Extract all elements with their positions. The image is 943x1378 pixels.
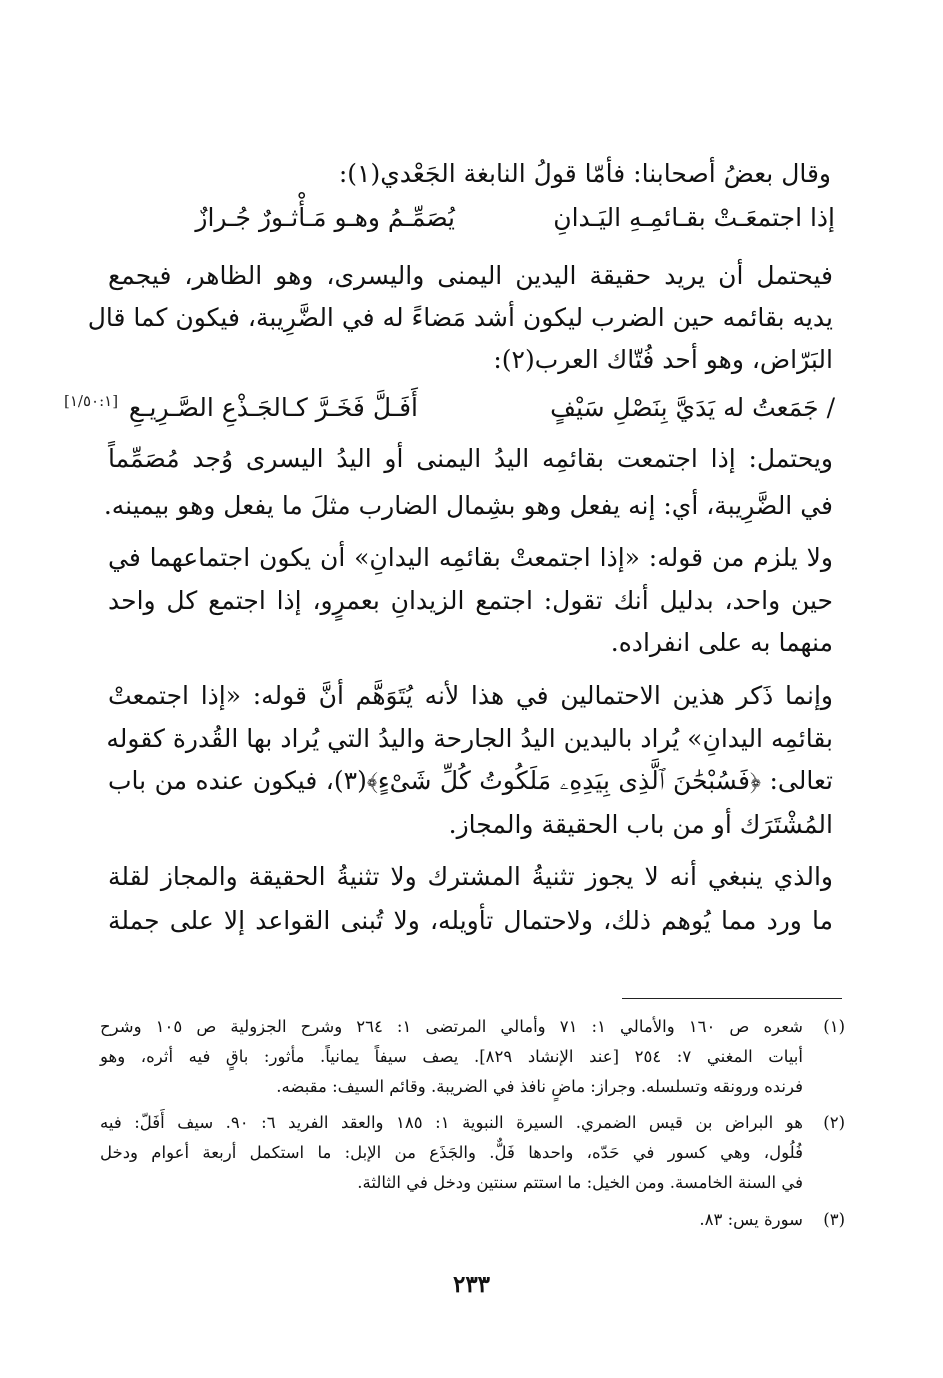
verse-2-first-hemistich: / جَمَعتُ له يَدَيَّ بِنَصْلِ سَيْفٍ xyxy=(550,393,835,422)
verse-1-second-hemistich: يُصَمِّـمُ وهـو مَـأْثـورٌ جُـرازٌ xyxy=(195,203,455,232)
body-line-10: وإنما ذَكر هذين الاحتمالين في هذا لأنه يُتَوَهَّم أنَّ قوله: «إذا اجتمعتْ xyxy=(108,681,833,710)
body-line-12: تعالى: ﴿فَسُبْحَٰنَ ٱلَّذِى بِيَدِهِۦ مَلَكُوتُ كُلِّ شَىْءٍ﴾(٣)، فيكون عنده من باب xyxy=(108,766,833,795)
footnote-2-line-2: فُلُول، وهي كسور في حَدّه، واحدها فَلٌّ. والجَذَع من الإبل: ما استكمل أربعة أعوام ودخل xyxy=(100,1143,803,1162)
verse-1-first-hemistich: إذا اجتمعَـتْ بقـائمِـهِ اليَـدانِ xyxy=(553,203,835,232)
body-line-14: والذي ينبغي أنه لا يجوز تثنيةُ المشترك ولا تثنيةُ الحقيقة والمجاز لقلة xyxy=(108,862,833,891)
footnote-1-number: (١) xyxy=(823,1017,845,1036)
body-line-13: المُشْتَرَك أو من باب الحقيقة والمجاز. xyxy=(448,810,833,839)
body-line-7: ولا يلزم من قوله: «إذا اجتمعتْ بقائمِه اليدانِ» أن يكون اجتماعهما في xyxy=(108,543,833,572)
body-line-4: البَرّاض، وهو أحد فُتّاك العرب(٢): xyxy=(493,345,833,374)
verse-2-second-hemistich: أَفَـلَّ فَخَـرَّ كـالجَـذْعِ الصَّـرِيـعِ xyxy=(128,393,418,422)
body-line-1: وقال بعضُ أصحابنا: فأمّا قولُ النابغة الجَعْدي(١): xyxy=(338,159,831,188)
footnote-2-number: (٢) xyxy=(823,1113,845,1132)
body-line-2: فيحتمل أن يريد حقيقة اليدين اليمنى واليسرى، وهو الظاهر، فيجمع xyxy=(108,261,833,290)
body-line-5: ويحتمل: إذا اجتمعت بقائمِه اليدُ اليمنى أو اليدُ اليسرى وُجد مُصَمِّماً xyxy=(108,444,833,473)
body-line-15: ما ورد مما يُوهم ذلك، ولاحتمال تأويله، ولا تُبنى القواعد إلا على جملة xyxy=(108,906,833,935)
body-line-3: يديه بقائمه حين الضرب ليكون أشد مَضاءً له في الضَّرِيبة، فيكون كما قال xyxy=(87,303,833,332)
footnote-separator xyxy=(622,998,842,999)
footnote-2-line-1: هو البراض بن قيس الضمري. السيرة النبوية ١: ١٨٥ والعقد الفريد ٦: ٩٠. سيف أَفَلّ: فيه xyxy=(100,1113,803,1132)
body-line-9: منهما به على انفراده. xyxy=(610,628,833,657)
footnote-1-line-3: فرنده ورونقه وتسلسله. وجراز: ماضٍ نافذ في الضريبة. وقائم السيف: مقبضه. xyxy=(276,1077,803,1096)
body-line-8: حين واحد، بدليل أنك تقول: اجتمع الزيدانِ بعمرٍو، إذا اجتمع كل واحد xyxy=(108,586,833,615)
footnote-1-line-2: أبيات المغني ٧: ٢٥٤ [عند الإنشاد ٨٢٩]. يصف سيفاً يمانياً. مأثور: باقٍ فيه أثره، وهو xyxy=(100,1047,803,1066)
page-number: ٢٣٣ xyxy=(452,1271,491,1298)
footnote-1-line-1: شعره ص ١٦٠ والأمالي ١: ٧١ وأمالي المرتضى ١: ٢٦٤ وشرح الجزولية ص ١٠٥ وشرح xyxy=(100,1017,803,1036)
body-line-6: في الضَّرِيبة، أي: إنه يفعل وهو بشِمال الضارب مثلَ ما يفعل وهو بيمينه. xyxy=(103,491,833,520)
body-line-11: بقائمِه اليدانِ» يُراد باليدين اليدُ الجارحة واليدُ التي يُراد بها القُدرة كقوله xyxy=(106,724,833,753)
margin-reference: [١/٥٠:١] xyxy=(64,392,119,410)
footnote-2-line-3: في السنة الخامسة. ومن الخيل: ما استتم سنتين ودخل في الثالثة. xyxy=(357,1173,803,1192)
footnote-3-line-1: سورة يس: ٨٣. xyxy=(699,1210,803,1229)
footnote-3-number: (٣) xyxy=(823,1210,845,1229)
